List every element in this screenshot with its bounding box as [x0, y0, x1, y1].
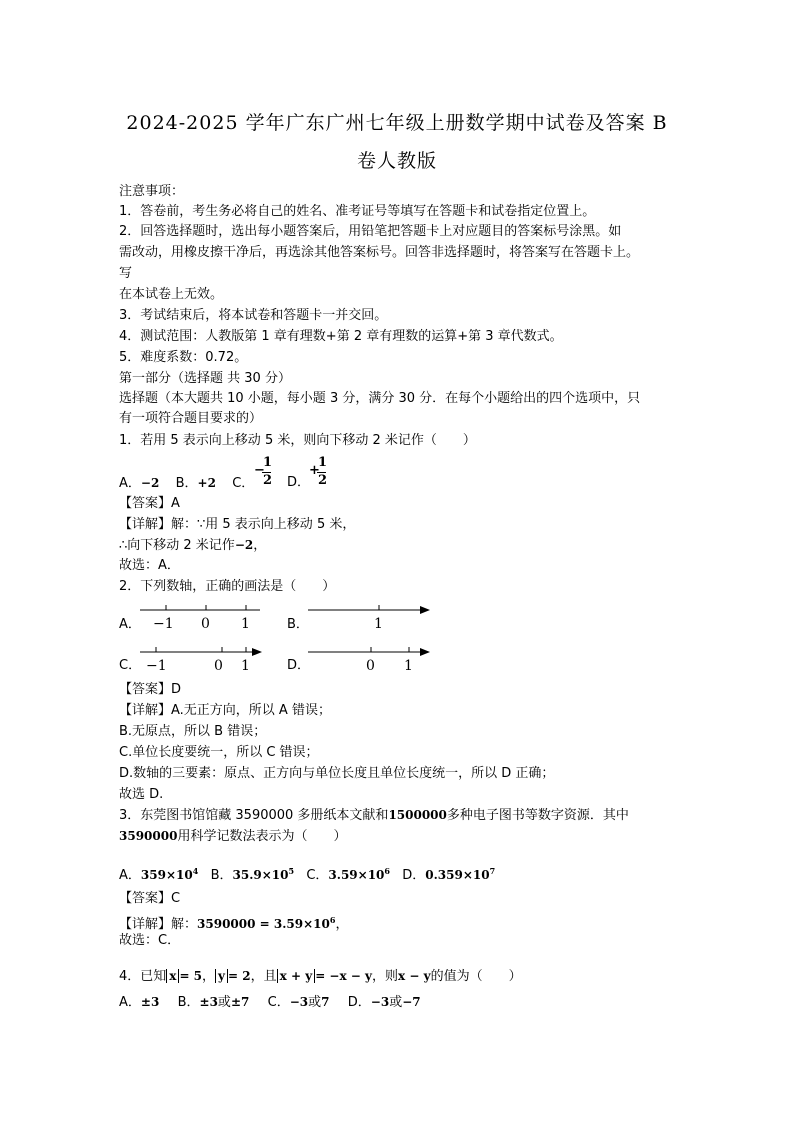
q3-stem-1-number: 1500000	[388, 808, 447, 822]
q2-stem: 2．下列数轴，正确的画法是（ ）	[119, 579, 336, 594]
q1-option-d-numerator: 1	[318, 455, 328, 470]
q1-option-b-value: +2	[197, 476, 216, 490]
q3-stem-1	[119, 805, 629, 826]
part1-heading: 第一部分（选择题 共 30 分）	[119, 371, 291, 386]
q2-explanation-1: 【详解】A.无正方向，所以 A 错误；	[119, 703, 331, 718]
q3-option-b-label: B．	[210, 868, 233, 883]
q2-option-b-label: B．	[287, 617, 309, 632]
q4-condition-2	[215, 969, 251, 983]
q3-option-c-base: 3.59×10	[328, 868, 385, 882]
q3-explanation-1-punct: ，	[335, 917, 349, 932]
q1-option-a-value: −2	[140, 476, 160, 490]
q4-stem-text: 4．已知	[119, 969, 167, 984]
q1-explanation-1: 【详解】解：∵用 5 表示向上移动 5 米，	[119, 517, 356, 532]
q3-option-b-exponent: 5	[288, 866, 295, 876]
q4-option-c-or: 或	[308, 995, 322, 1010]
q3-option-b-base: 35.9×10	[232, 868, 289, 882]
q4-option-c-value-2: 7	[321, 995, 330, 1009]
q1-option-d-label: D．	[287, 475, 311, 490]
page-title-line1: 2024-2025 学年广东广州七年级上册数学期中试卷及答案 B	[126, 112, 668, 134]
q1-explanation-3: 故选：A．	[119, 558, 180, 573]
q1-stem: 1．若用 5 表示向上移动 5 米，则向下移动 2 米记作（ ）	[119, 433, 476, 448]
q4-option-d-value-1: −3	[370, 995, 390, 1009]
q4-eq-1: = 5	[179, 969, 203, 983]
q2-option-a-label: A．	[119, 617, 141, 632]
section-instructions-b: 有一项符合题目要求的）	[119, 411, 263, 426]
q3-option-c-value	[328, 868, 390, 882]
q1-option-b-label: B．	[175, 476, 198, 491]
q2-answer: 【答案】D	[119, 682, 182, 697]
q3-option-a-label: A．	[119, 868, 141, 883]
q4-abs-x: x	[166, 969, 179, 983]
q4-condition-1	[166, 969, 202, 983]
q4-eq-2: = 2	[228, 969, 251, 983]
note-5: 5．难度系数：0.72。	[119, 350, 248, 365]
tick-label: 0	[201, 616, 210, 632]
q3-option-d-base: 0.359×10	[425, 868, 490, 882]
q1-explanation-2-punct: ，	[253, 538, 267, 553]
q3-stem-2	[119, 826, 346, 847]
note-4: 4．测试范围：人教版第 1 章有理数+第 2 章有理数的运算+第 3 章代数式。	[119, 329, 563, 344]
q3-explanation-2: 故选：C．	[119, 933, 181, 948]
tick-label: −1	[153, 616, 174, 632]
q3-explanation-1-formula	[197, 917, 335, 931]
q4-stem	[119, 966, 522, 987]
section-instructions-a: 选择题（本大题共 10 小题，每小题 3 分，满分 30 分．在每个小题给出的四个选项中，只	[119, 391, 641, 406]
q3-stem-2-number: 3590000	[119, 829, 178, 843]
q1-explanation-2	[119, 535, 266, 556]
tick-label: 0	[214, 658, 223, 674]
q3-answer: 【答案】C	[119, 891, 181, 906]
tick-label: 1	[241, 658, 250, 674]
q1-options	[119, 473, 254, 494]
arrow-head	[420, 648, 430, 656]
q1-option-d-denominator: 2	[318, 473, 328, 488]
q1-option-c-numerator: 1	[263, 455, 273, 470]
q4-option-c-label: C．	[267, 995, 290, 1010]
q4-option-b-value-1: ±3	[199, 995, 218, 1009]
q3-explanation-1-text: 【详解】解：	[119, 917, 198, 932]
q3-explanation-1-base: 3590000 = 3.59×10	[197, 917, 330, 931]
page-title-line2: 卷人教版	[356, 150, 437, 172]
q4-option-d-label: D．	[347, 995, 371, 1010]
q3-stem-2-text: 用科学记数法表示为（ ）	[177, 829, 347, 844]
q2-option-d-label: D．	[287, 658, 311, 673]
q4-condition-3	[277, 969, 372, 983]
note-1: 1．答卷前，考生务必将自己的姓名、准考证号等填写在答题卡和试卷指定位置上。	[119, 204, 596, 219]
note-2c: 写	[119, 266, 133, 281]
q1-explanation-2-text: ∴向下移动 2 米记作	[119, 538, 235, 553]
q4-option-a-value: ±3	[140, 995, 160, 1009]
q3-option-d-label: D．	[402, 868, 426, 883]
q4-option-b-value-2: ±7	[230, 995, 250, 1009]
q3-options	[119, 861, 495, 886]
tick-label: 1	[404, 658, 413, 674]
q1-explanation-2-value: −2	[234, 538, 254, 552]
q4-abs-y: y	[215, 969, 228, 983]
arrow-head	[420, 606, 430, 614]
q4-stem-tail: 的值为（ ）	[430, 969, 522, 984]
q4-abs-x-plus-y: x + y	[277, 969, 316, 983]
q3-option-d-exponent: 7	[489, 866, 496, 876]
q2-option-c-label: C．	[119, 658, 142, 673]
q1-option-c-denominator: 2	[263, 473, 273, 488]
tick-label: 1	[374, 616, 383, 632]
q2-explanation-4: D.数轴的三要素：原点、正方向与单位长度且单位长度统一，所以 D 正确；	[119, 766, 555, 781]
tick-label: 0	[366, 658, 375, 674]
q4-option-a-label: A．	[119, 995, 141, 1010]
q4-option-c-value-1: −3	[289, 995, 309, 1009]
note-2b: 需改动，用橡皮擦干净后，再选涂其他答案标号。回答非选择题时，将答案写在答题卡上。	[119, 245, 640, 260]
q2-option-a-numberline	[140, 600, 265, 630]
q2-explanation-3: C.单位长度要统一，所以 C 错误；	[119, 745, 319, 760]
q3-stem-1-tail: 多种电子图书等数字资源．其中	[446, 808, 629, 823]
notes-heading: 注意事项：	[119, 184, 185, 199]
q1-answer: 【答案】A	[119, 496, 180, 511]
note-3: 3．考试结束后，将本试卷和答题卡一并交回。	[119, 308, 388, 323]
q4-connector-2: ，则	[372, 969, 399, 984]
q1-option-c-sign: −	[254, 463, 265, 478]
q4-connector: ，且	[250, 969, 277, 984]
tick-label: 1	[241, 616, 250, 632]
note-2d: 在本试卷上无效。	[119, 287, 224, 302]
q4-option-d-value-2: −7	[402, 995, 421, 1009]
q4-option-b-or: 或	[217, 995, 231, 1010]
q2-option-d-numberline	[308, 642, 433, 672]
note-2a: 2．回答选择题时，选出每小题答案后，用铅笔把答题卡上对应题目的答案标号涂黑。如	[119, 224, 622, 239]
q3-option-d-value	[425, 868, 495, 882]
q3-option-a-exponent: 4	[192, 866, 199, 876]
q2-option-b-numberline	[308, 600, 433, 630]
q3-option-c-exponent: 6	[384, 866, 390, 876]
arrow-head	[252, 648, 262, 656]
q3-explanation-1-exponent: 6	[329, 915, 336, 925]
q1-option-d-sign: +	[309, 463, 320, 478]
q1-option-a-label: A．	[119, 476, 141, 491]
q3-stem-1-text: 3．东莞图书馆馆藏 3590000 多册纸本文献和	[119, 808, 389, 823]
q2-option-c-numberline	[140, 642, 265, 672]
q3-option-a-base: 359×10	[140, 868, 193, 882]
q4-separator: ，	[202, 969, 216, 984]
q4-option-d-or: 或	[389, 995, 403, 1010]
q4-options	[119, 992, 421, 1013]
q4-expression: x − y	[398, 969, 431, 983]
q3-option-c-label: C．	[306, 868, 329, 883]
q2-explanation-5: 故选 D.	[119, 787, 164, 802]
q1-option-c-label: C．	[232, 476, 255, 491]
q3-option-b-value	[233, 868, 295, 882]
q2-explanation-2: B.无原点，所以 B 错误；	[119, 724, 267, 739]
tick-label: −1	[146, 658, 167, 674]
q3-option-a-value	[141, 868, 198, 882]
q4-eq-3: = −x − y	[315, 969, 373, 983]
q4-option-b-label: B．	[177, 995, 200, 1010]
